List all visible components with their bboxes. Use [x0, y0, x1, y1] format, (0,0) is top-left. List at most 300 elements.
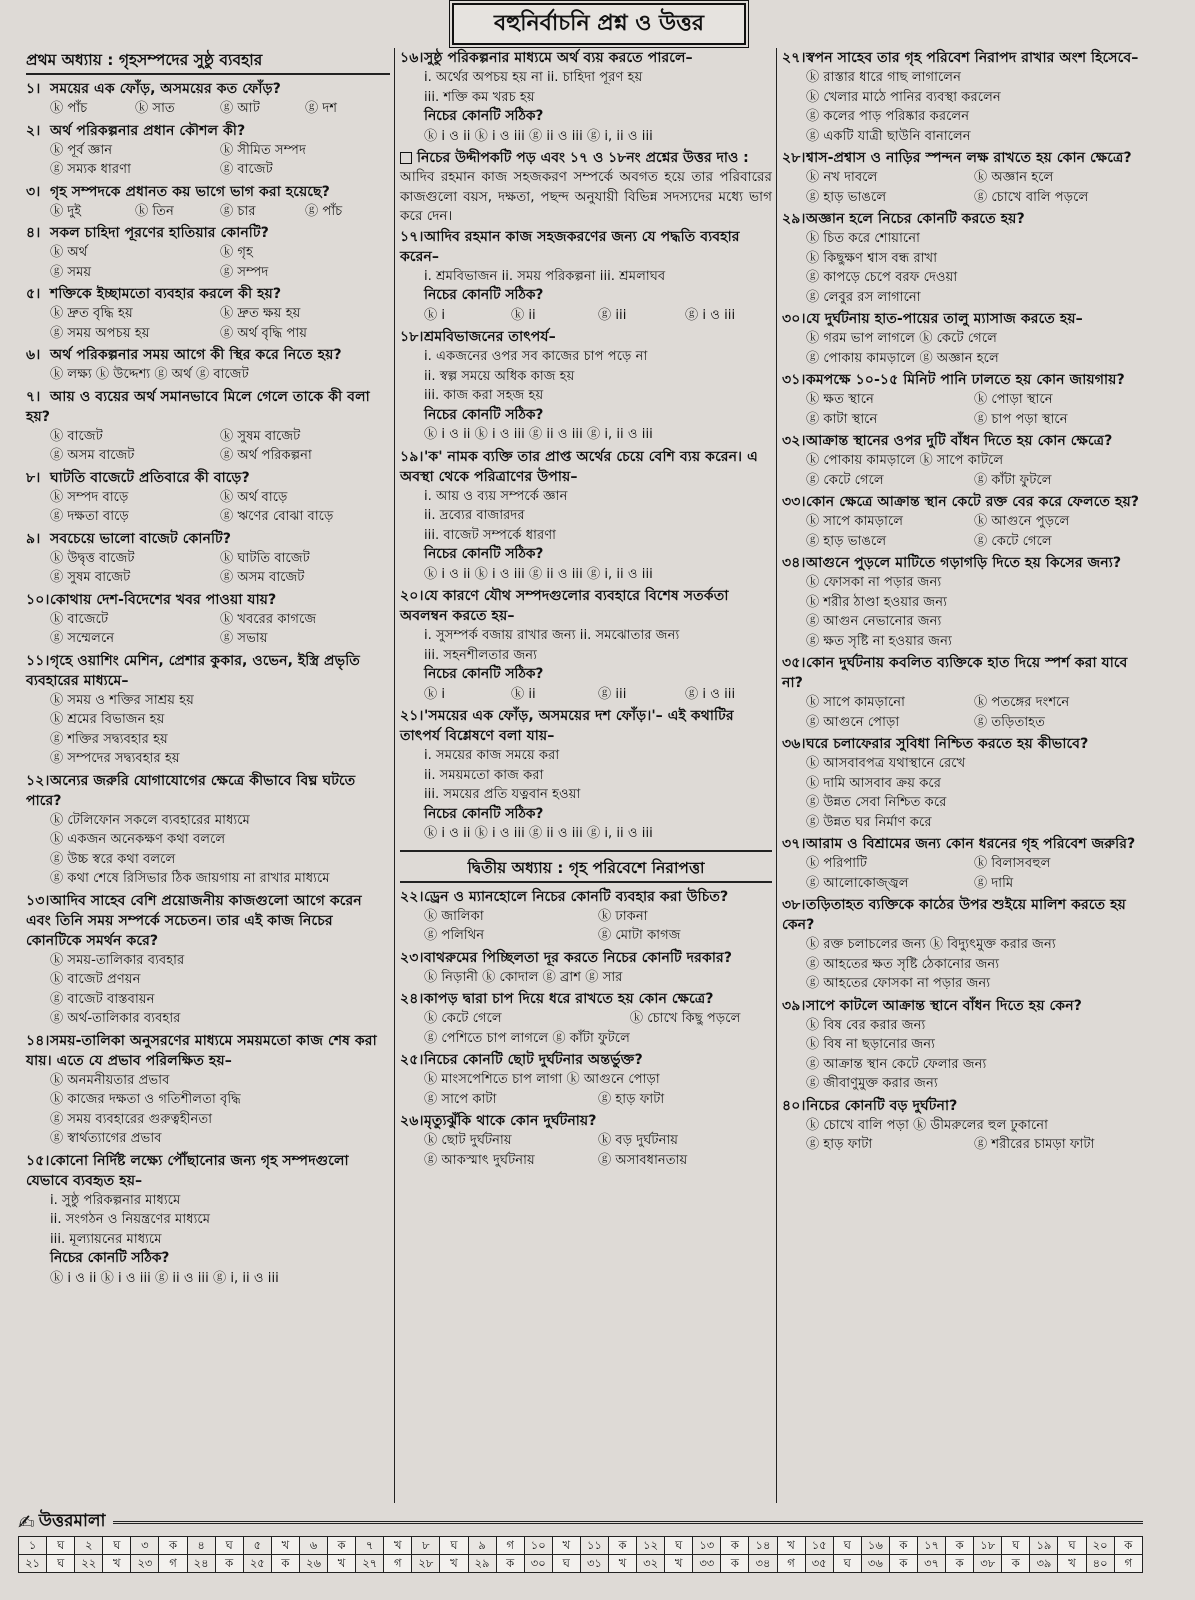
answer-value: ঘ [833, 1555, 861, 1573]
question-text [26, 345, 390, 365]
option-group [400, 306, 772, 326]
option: ⓖ শক্তির সদ্ব্যবহার হয় [50, 731, 168, 747]
question-number: ১০। [26, 591, 50, 608]
answer-number: ৩৫ [805, 1555, 833, 1573]
option: ⓚ চোখে কিছু পড়লে [629, 1011, 741, 1026]
option: ⓖ iii [598, 686, 627, 702]
option: ⓖ কেটে গেলে [806, 472, 884, 488]
question-text [400, 48, 772, 68]
answer-number: ১ [19, 1537, 47, 1555]
answer-number: ১৩ [693, 1537, 721, 1555]
question-text [400, 1111, 772, 1131]
answer-value: ঘ [215, 1537, 243, 1555]
question-number: ৩১। [782, 372, 806, 388]
question-prompt: নিচের কোনটি সঠিক? [424, 805, 544, 822]
question-number: ৫। [26, 286, 41, 302]
question-prompt: নিচের কোনটি সঠিক? [424, 406, 544, 423]
question-item [782, 653, 1142, 732]
statement: ii. স্বল্প সময়ে অধিক কাজ হয় [424, 368, 575, 384]
option: ⓚ তিন [135, 203, 174, 219]
option-group [782, 68, 1142, 146]
option: ⓚ জালিকা [424, 908, 484, 924]
option: ⓖ উন্নত সেবা নিশ্চিত করে [806, 795, 947, 810]
answer-number: ৯ [468, 1537, 496, 1555]
stem-instruction [400, 148, 772, 168]
question-text [400, 887, 772, 907]
answer-number: ১৬ [861, 1537, 889, 1555]
answer-value: ক [496, 1555, 524, 1573]
question-item [26, 771, 390, 889]
question-text [26, 468, 390, 488]
answer-value: খ [1058, 1555, 1086, 1573]
answer-value: ক [1114, 1537, 1142, 1555]
option: ⓚ অজ্ঞান হলে [974, 170, 1054, 185]
question-text [782, 148, 1142, 168]
option-group [26, 811, 390, 889]
question-stem: ড্রেন ও ম্যানহোলে নিচের কোনটি ব্যবহার করা উচিত? [424, 888, 729, 905]
statement: iii. বাজেট সম্পর্কে ধারণা [424, 527, 556, 543]
question-number: ২৫। [400, 1052, 424, 1068]
question-prompt: নিচের কোনটি সঠিক? [424, 287, 544, 303]
option-group [400, 565, 772, 585]
question-stem: বাথরুমের পিচ্ছিলতা দূর করতে নিচের কোনটি দরকার? [424, 949, 733, 966]
question-item [782, 370, 1142, 429]
question-number: ৩২। [782, 433, 806, 449]
answer-value: ক [889, 1537, 917, 1555]
option: ⓖ চোখে বালি পড়লে [974, 189, 1089, 205]
option: ⓚ সময় ও শক্তির সাশ্রয় হয় [50, 692, 194, 708]
question-item [26, 590, 390, 649]
question-text [782, 653, 1142, 693]
option: ⓖ পলিথিন [424, 928, 485, 943]
question-item [400, 227, 772, 326]
option: ⓚ বাজেট প্রণয়ন [50, 972, 141, 987]
answer-value: ক [946, 1537, 974, 1555]
answer-value: ঘ [47, 1537, 75, 1555]
question-stem: যে দুর্ঘটনায় হাত-পায়ের তালু ম্যাসাজ করতে হয়– [806, 311, 1083, 327]
question-number: ১। [26, 81, 41, 97]
column-divider [776, 48, 777, 1503]
question-text [400, 327, 772, 347]
question-item [400, 989, 772, 1048]
question-number: ৩৭। [782, 836, 806, 852]
question-stem: স্বপন সাহেব তার গৃহ পরিবেশ নিরাপদ রাখার অংশ হিসেবে– [806, 50, 1139, 66]
question-item [26, 529, 390, 588]
option: ⓚ আগুনে পুড়লে [974, 514, 1070, 529]
question-stem: শক্তিকে ইচ্ছামতো ব্যবহার করলে কী হয়? [50, 286, 282, 302]
question-stem: গৃহ সম্পদকে প্রধানত কয় ভাগে ভাগ করা হয়েছে? [50, 183, 330, 200]
question-text [782, 431, 1142, 451]
option: ⓚ পোড়া স্থানে [974, 392, 1053, 407]
question-text [400, 948, 772, 968]
option: ⓖ বাজেট বাস্তবায়ন [50, 991, 155, 1007]
question-text [26, 651, 390, 691]
option-group [400, 968, 772, 988]
option: ⓚ সময়-তালিকার ব্যবহার [50, 952, 185, 968]
answer-value: খ [777, 1537, 805, 1555]
option: ⓖ আগুন নেভানোর জন্য [806, 614, 942, 629]
option-group [26, 691, 390, 769]
answer-number: ৩৩ [693, 1555, 721, 1573]
statement: iii. সময়ের প্রতি যত্নবান হওয়া [424, 787, 581, 802]
question-text [26, 529, 390, 549]
answer-number: ৮ [412, 1537, 440, 1555]
question-number: ১৫। [26, 1152, 50, 1169]
question-stem: গৃহে ওয়াশিং মেশিন, প্রেশার কুকার, ওভেন, ইস্ত্রি প্রভৃতি ব্যবহারের মাধ্যমে– [26, 652, 360, 689]
option: ⓖ iii [598, 307, 627, 323]
question-text [26, 387, 390, 427]
option: ⓖ দক্ষতা বাড়ে [50, 509, 129, 524]
answer-number: ৩৯ [1030, 1555, 1058, 1573]
option: ⓚ সাপে কামড়ানো [806, 695, 905, 710]
question-text [400, 447, 772, 487]
question-stem: সুষ্ঠু পরিকল্পনার মাধ্যমে অর্থ ব্যয় করতে পারলে– [424, 50, 693, 66]
question-item [782, 431, 1142, 490]
column-3 [782, 48, 1142, 1503]
option-group [400, 1070, 772, 1109]
answer-value: খ [271, 1537, 299, 1555]
option-group [782, 1116, 1142, 1155]
question-number: ৩৬। [782, 736, 806, 752]
option: ⓚ ছোট দুর্ঘটনায় [424, 1133, 512, 1148]
option: ⓚ পতঙ্গের দংশনে [974, 695, 1070, 710]
option: ⓖ অসাবধানতায় [598, 1152, 688, 1168]
column-2 [400, 48, 772, 1503]
option: ⓚ বাজেট [50, 428, 103, 444]
pen-icon: ✍ [18, 1510, 35, 1534]
option: ⓖ শরীরের চামড়া ফাটা [974, 1137, 1095, 1152]
question-stem: সকল চাহিদা পূরণের হাতিয়ার কোনটি? [50, 225, 269, 241]
option: ⓖ কাটা স্থানে [806, 411, 878, 427]
option: ⓖ আট [220, 101, 260, 116]
option: ⓖ আলোকোজ্জ্বল [806, 875, 909, 891]
answer-number: ৩৮ [974, 1555, 1002, 1573]
question-stem: নিচের কোনটি ছোট দুর্ঘটনার অন্তর্ভুক্ত? [424, 1052, 643, 1068]
answer-value: ক [721, 1555, 749, 1573]
question-item [26, 387, 390, 466]
question-item [400, 447, 772, 585]
question-number: ২৭। [782, 50, 806, 66]
option: ⓖ কথা শেষে রিসিভার ঠিক জায়গায় না রাখার মাধ্যমে [50, 871, 330, 886]
option: ⓚ সীমিত সম্পদ [220, 142, 306, 158]
option: ⓚ i ও ii ⓚ i ও iii ⓖ ii ও iii ⓖ i, ii ও iii [424, 566, 653, 582]
question-prompt: নিচের কোনটি সঠিক? [50, 1250, 170, 1266]
option-group [26, 1269, 390, 1289]
question-item [782, 209, 1142, 307]
question-item [26, 1031, 390, 1149]
column-divider [394, 48, 395, 1503]
option: ⓖ আগুনে পোড়া [806, 714, 900, 730]
option: ⓚ রাস্তার ধারে গাছ লাগালেন [806, 70, 961, 85]
option: ⓖ সময় অপচয় হয় [50, 325, 150, 341]
question-item [26, 468, 390, 527]
option-group [26, 99, 390, 119]
option: ⓚ i [424, 686, 446, 702]
option: ⓖ চার [220, 203, 256, 219]
option: ⓚ খেলার মাঠে পানির ব্যবস্থা করলেন [806, 89, 1001, 105]
question-stem: কোথায় দেশ-বিদেশের খবর পাওয়া যায়? [50, 591, 277, 608]
answer-value: খ [608, 1555, 636, 1573]
checkbox-icon [400, 152, 412, 164]
question-text [782, 996, 1142, 1016]
question-prompt: নিচের কোনটি সঠিক? [424, 108, 544, 124]
statement: i. শ্রমবিভাজন ii. সময় পরিকল্পনা iii. শ্রমলাঘব [424, 268, 666, 284]
question-stem: 'ক' নামক ব্যক্তি তার প্রাপ্ত অর্থের চেয়ে বেশি ব্যয় করেন। এ অবস্থা থেকে পরিত্রাণের উপায়– [400, 448, 758, 485]
answer-number: ১৯ [1030, 1537, 1058, 1555]
option: ⓚ দুই [50, 203, 82, 219]
answer-key-header [18, 1508, 1143, 1536]
option-group [782, 451, 1142, 490]
answer-number: ২৮ [412, 1555, 440, 1573]
option: ⓚ মাংসপেশিতে চাপ লাগা ⓚ আগুনে পোড়া [424, 1072, 660, 1087]
answer-number: ৪ [187, 1537, 215, 1555]
option: ⓚ টেলিফোন সকলে ব্যবহারের মাধ্যমে [50, 812, 250, 828]
question-item [400, 1111, 772, 1170]
question-stem: অন্যের জরুরি যোগাযোগের ক্ষেত্রে কীভাবে বিঘ্ন ঘটতে পারে? [26, 772, 356, 809]
option: ⓖ হাড় ভাঙলে [806, 189, 887, 205]
option: ⓚ সম্পদ বাড়ে [50, 489, 129, 505]
question-stem: সাপে কাটলে আক্রান্ত স্থানে বাঁধন দিতে হয় কেন? [806, 997, 1082, 1014]
option-group [782, 935, 1142, 994]
question-item [782, 553, 1142, 651]
question-number: ২১। [400, 708, 424, 724]
option-group [782, 512, 1142, 551]
answer-number: ২১ [19, 1555, 47, 1573]
question-number: ৩৫। [782, 655, 806, 671]
question-text [26, 223, 390, 243]
option-group [400, 907, 772, 946]
option: ⓖ পাঁচ [305, 203, 343, 219]
option: ⓚ রক্ত চলাচলের জন্য ⓚ বিদ্যুৎমুক্ত করার জন্য [806, 937, 1056, 952]
option: ⓚ আসবাবপত্র যথাস্থানে রেখে [806, 756, 966, 771]
option-group [782, 754, 1142, 832]
question-item [782, 148, 1142, 207]
answer-value: ঘ [665, 1537, 693, 1555]
option-group [26, 365, 390, 385]
question-number: ১৭। [400, 228, 424, 245]
answer-number: ২২ [75, 1555, 103, 1573]
option: ⓚ গৃহ [220, 245, 253, 260]
question-number: ১৬। [400, 50, 424, 66]
option-group [26, 202, 390, 222]
question-number: ৭। [26, 388, 41, 405]
statement: ii. দ্রব্যের বাজারদর [424, 508, 525, 523]
option: ⓚ একজন অনেকক্ষণ কথা বললে [50, 832, 226, 847]
question-item [400, 327, 772, 445]
option-group [26, 243, 390, 282]
option-group [400, 425, 772, 445]
option: ⓖ উচ্চ স্বরে কথা বললে [50, 851, 176, 867]
answer-number: ৩১ [580, 1555, 608, 1573]
option: ⓖ দশ [305, 101, 338, 116]
question-number: ৮। [26, 469, 41, 486]
answer-number: ১১ [580, 1537, 608, 1555]
answer-number: ২৯ [468, 1555, 496, 1573]
question-item [782, 996, 1142, 1094]
question-number: ৩৯। [782, 997, 806, 1014]
option: ⓚ গরম ভাপ লাগলে ⓚ কেটে গেলে [806, 331, 997, 346]
question-text [782, 309, 1142, 329]
option: ⓚ দ্রুত বৃদ্ধি হয় [50, 306, 133, 321]
option: ⓖ কাপড়ে চেপে বরফ দেওয়া [806, 270, 958, 285]
answer-number: ১৮ [974, 1537, 1002, 1555]
answer-value: ঘ [1002, 1537, 1030, 1555]
stem-instruction-text: নিচের উদ্দীপকটি পড় এবং ১৭ ও ১৮নং প্রশ্নের উত্তর দাও : [417, 150, 749, 166]
divider [113, 1521, 1143, 1524]
option-group [26, 951, 390, 1029]
question-item [782, 1096, 1142, 1155]
option: ⓖ অর্থ-তালিকার ব্যবহার [50, 1011, 181, 1026]
answer-number: ১৭ [918, 1537, 946, 1555]
question-text [26, 182, 390, 202]
question-number: ৩০। [782, 311, 806, 327]
option: ⓚ অর্থ বাড়ে [220, 489, 288, 505]
answer-value: ঘ [552, 1555, 580, 1573]
answer-number: ১৫ [805, 1537, 833, 1555]
question-stem: মৃত্যুঝুঁকি থাকে কোন দুর্ঘটনায়? [424, 1113, 597, 1129]
question-stem: ঘাটতি বাজেটে প্রতিবারে কী বাড়ে? [50, 469, 250, 486]
answer-value: ক [889, 1555, 917, 1573]
answer-value: গ [1114, 1555, 1142, 1573]
option: ⓖ মোটা কাগজ [598, 928, 681, 943]
answer-value: খ [384, 1537, 412, 1555]
answer-value: গ [159, 1555, 187, 1573]
question-text [26, 590, 390, 610]
answer-number: ২৩ [131, 1555, 159, 1573]
chapter-heading: দ্বিতীয় অধ্যায় : গৃহ পরিবেশে নিরাপত্তা [400, 850, 772, 883]
answer-value: গ [496, 1537, 524, 1555]
chapter-heading: প্রথম অধ্যায় : গৃহসম্পদের সুষ্ঠু ব্যবহার [26, 48, 390, 75]
question-item [782, 492, 1142, 551]
option-group [26, 610, 390, 649]
question-item [26, 182, 390, 222]
question-number: ১৯। [400, 448, 424, 465]
answer-table [18, 1536, 1143, 1573]
question-prompt: নিচের কোনটি সঠিক? [424, 666, 544, 682]
answer-value: ক [159, 1537, 187, 1555]
option: ⓖ কলের পাড় পরিষ্কার করলেন [806, 109, 970, 124]
question-text [782, 734, 1142, 754]
answer-value: ঘ [47, 1555, 75, 1573]
option: ⓖ জীবাণুমুক্ত করার জন্য [806, 1076, 938, 1091]
option-group [782, 390, 1142, 429]
question-number: ৩৮। [782, 897, 806, 913]
answer-number: ৩৪ [749, 1555, 777, 1573]
option: ⓖ লেবুর রস লাগানো [806, 289, 921, 305]
answer-number: ২৪ [187, 1555, 215, 1573]
option: ⓚ i ও ii ⓚ i ও iii ⓖ ii ও iii ⓖ i, ii ও iii [50, 1270, 279, 1286]
answer-number: ৪০ [1086, 1555, 1114, 1573]
answer-value: খ [552, 1537, 580, 1555]
option: ⓖ সভায় [220, 631, 268, 646]
answer-value: ঘ [833, 1537, 861, 1555]
option: ⓚ পূর্ব জ্ঞান [50, 142, 113, 158]
answer-number: ৫ [243, 1537, 271, 1555]
question-item [400, 887, 772, 946]
option: ⓖ চাপ পড়া স্থানে [974, 411, 1068, 427]
option: ⓚ সাপে কামড়ালে [806, 514, 904, 529]
question-stem: শ্বাস-প্রশ্বাস ও নাড়ির স্পন্দন লক্ষ রাখতে হয় কোন ক্ষেত্রে? [806, 150, 1132, 166]
option-group [26, 141, 390, 180]
answer-number: ২৭ [356, 1555, 384, 1573]
question-number: ৯। [26, 530, 41, 547]
question-number: ২০। [400, 588, 424, 604]
answer-value: ক [946, 1555, 974, 1573]
question-text [26, 1031, 390, 1071]
option: ⓖ স্বার্থত্যাগের প্রভাব [50, 1131, 162, 1146]
question-number: ১৮। [400, 329, 424, 345]
option: ⓖ হাড় ফাটা [806, 1137, 873, 1152]
question-stem: সময়-তালিকা অনুসরণের মাধ্যমে সময়মতো কাজ শেষ করা যায়। এতে যে প্রভাব পরিলক্ষিত হয়– [26, 1032, 377, 1069]
option: ⓚ বিষ বের করার জন্য [806, 1017, 926, 1033]
statement: i. সুষ্ঠু পরিকল্পনার মাধ্যমে [50, 1192, 181, 1208]
option: ⓚ অনমনীয়তার প্রভাব [50, 1072, 170, 1088]
question-text [782, 209, 1142, 229]
option: ⓚ বিষ না ছড়ানোর জন্য [806, 1037, 936, 1052]
option: ⓖ সম্মেলনে [50, 631, 115, 646]
question-item [400, 948, 772, 988]
answer-value: ক [271, 1555, 299, 1573]
answer-value: খ [103, 1555, 131, 1573]
question-text [400, 989, 772, 1009]
question-stem: সবচেয়ে ভালো বাজেট কোনটি? [50, 530, 231, 547]
option: ⓚ i [424, 307, 446, 323]
option: ⓖ সম্পদের সদ্ব্যবহার হয় [50, 751, 180, 766]
answer-value: গ [777, 1555, 805, 1573]
option: ⓖ ঋণের বোঝা বাড়ে [220, 509, 334, 524]
option-group [782, 1016, 1142, 1094]
statement: iii. কাজ করা সহজ হয় [424, 388, 544, 403]
question-number: ২। [26, 122, 41, 139]
answer-value: ক [1002, 1555, 1030, 1573]
option-group [782, 168, 1142, 207]
option: ⓖ আহতের ক্ষত সৃষ্টি ঠেকানোর জন্য [806, 956, 1000, 972]
answer-row [19, 1555, 1143, 1573]
answer-number: ৩ [131, 1537, 159, 1555]
question-number: ২২। [400, 888, 424, 905]
question-number: ১১। [26, 652, 50, 669]
option: ⓚ বিলাসবহুল [974, 856, 1051, 871]
option: ⓖ কাঁটা ফুটলে [974, 472, 1052, 488]
question-item [400, 48, 772, 146]
option-group [782, 329, 1142, 368]
answer-value: খ [328, 1555, 356, 1573]
option-group [400, 1009, 772, 1048]
option: ⓖ অসম বাজেট [220, 570, 305, 585]
question-item [400, 706, 772, 844]
answer-value: ক [215, 1555, 243, 1573]
question-item [782, 48, 1142, 146]
question-item [400, 1050, 772, 1109]
answer-number: ২৬ [299, 1555, 327, 1573]
question-text [782, 895, 1142, 935]
question-item [26, 223, 390, 282]
answer-value: ক [608, 1537, 636, 1555]
question-stem: ঘরে চলাফেরার সুবিধা নিশ্চিত করতে হয় কীভাবে? [806, 736, 1089, 752]
option: ⓚ ii [511, 686, 536, 702]
question-number: ৪০। [782, 1097, 806, 1114]
option: ⓖ হাড় ফাটা [598, 1091, 665, 1107]
option-group [26, 427, 390, 466]
question-text [782, 48, 1142, 68]
option: ⓚ কিছুক্ষণ শ্বাস বন্ধ রাখা [806, 250, 938, 266]
answer-value: ঘ [440, 1537, 468, 1555]
question-number: ৩৩। [782, 494, 806, 510]
option: ⓚ পাঁচ [50, 101, 88, 116]
answer-number: ৩৬ [861, 1555, 889, 1573]
question-number: ১৩। [26, 892, 50, 909]
question-list [400, 887, 772, 1171]
